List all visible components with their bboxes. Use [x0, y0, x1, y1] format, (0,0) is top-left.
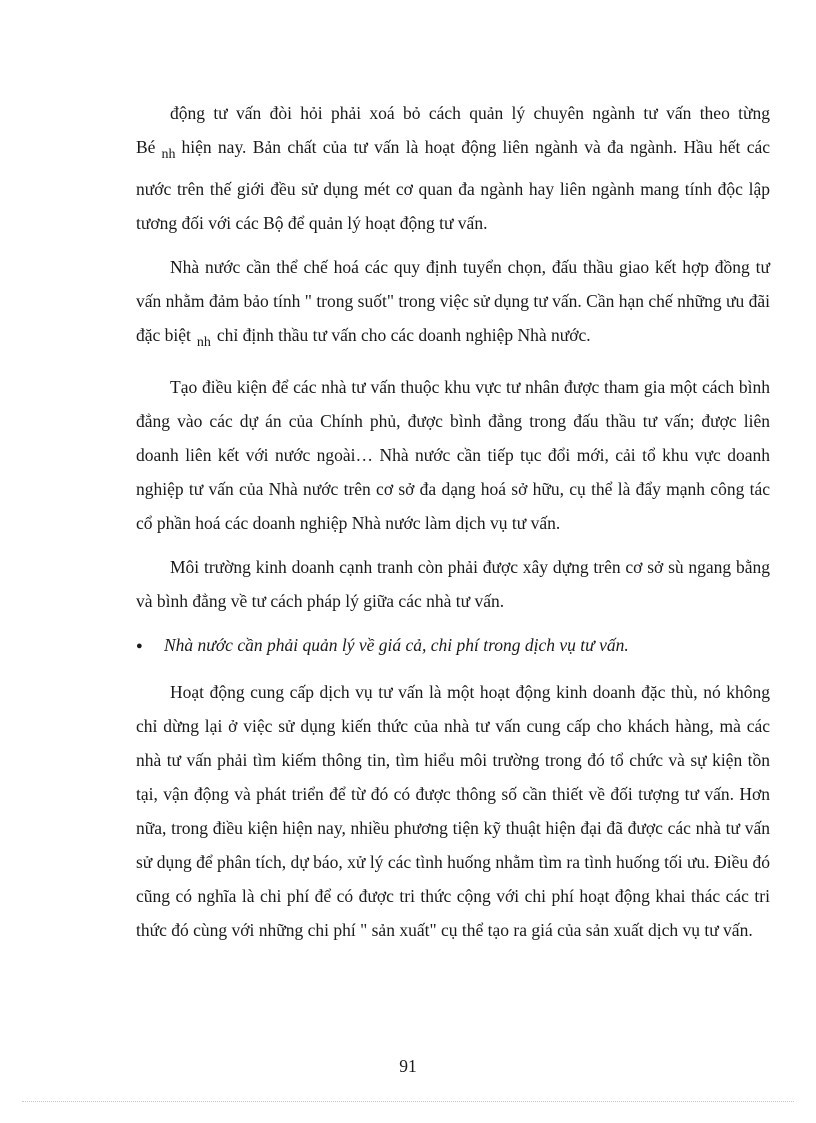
- paragraph-2-text-a: Nhà nước cần thể chế hoá các quy định tuyển chọn, đấu thầu giao kết hợp đồng tư vấn nhằm đảm bảo tính " trong suốt" trong việc sử dụng tư vấn. Cần hạn chế những ưu đãi đặc biệt: [136, 257, 770, 345]
- paragraph-1-text-a: động tư vấn đòi hỏi phải xoá bỏ cách quản lý chuyên ngành tư vấn theo từng Bé: [136, 103, 770, 157]
- paragraph-4: Môi trường kinh doanh cạnh tranh còn phải được xây dựng trên cơ sở sù ngang bằng và bình đẳng về tư cách pháp lý giữa các nhà tư vấn.: [136, 557, 770, 611]
- paragraph-2-text-b: chỉ định thầu tư vấn cho các doanh nghiệp Nhà nước.: [216, 325, 591, 345]
- bullet-text: Nhà nước cần phải quản lý về giá cả, chi phí trong dịch vụ tư vấn.: [164, 635, 629, 655]
- paragraph-1: [136, 96, 770, 240]
- page-number: 91: [399, 1056, 417, 1076]
- paragraph-5: Hoạt động cung cấp dịch vụ tư vấn là một hoạt động kinh doanh đặc thù, nó không chỉ dừng lại ở việc sử dụng kiến thức của nhà tư vấn cung cấp cho khách hàng, mà các nhà tư vấn phải tìm kiếm thông tin, tìm hiểu môi trường trong đó tổ chức và sự kiện tồn tại, vận động và phát triển để từ đó có được thông số cần thiết về đối tượng tư vấn. Hơn nữa, trong điều kiện hiện nay, nhiều phương tiện kỹ thuật hiện đại đã được các nhà tư vấn sử dụng để phân tích, dự báo, xử lý các tình huống nhằm tìm ra tình huống tối ưu. Điều đó cũng có nghĩa là chi phí để có được tri thức cộng với chi phí hoạt động khai thác các tri thức đó cùng với những chi phí " sản xuất" cụ thể tạo ra giá của sản xuất dịch vụ tư vấn.: [136, 682, 770, 940]
- footer-divider: [22, 1101, 794, 1102]
- paragraph-3: Tạo điều kiện để các nhà tư vấn thuộc khu vực tư nhân được tham gia một cách bình đẳng vào các dự án của Chính phủ, được bình đẳng trong đấu thầu tư vấn; được liên doanh liên kết với nước ngoài… Nhà nước cần tiếp tục đổi mới, cải tổ khu vực doanh nghiệp tư vấn của Nhà nước trên cơ sở đa dạng hoá sở hữu, cụ thể là đẩy mạnh công tác cổ phần hoá các doanh nghiệp Nhà nước làm dịch vụ tư vấn.: [136, 377, 770, 533]
- subscript-fragment: nh: [161, 147, 176, 162]
- bullet-item: [136, 628, 770, 665]
- document-page: [136, 96, 770, 957]
- paragraph-1-text-b: hiện nay. Bản chất của tư vấn là hoạt động liên ngành và đa ngành. Hầu hết các nước trên thế giới đều sử dụng mét cơ quan đa ngành hay liên ngành mang tính độc lập tương đối với các Bộ để quản lý hoạt động tư vấn.: [136, 137, 770, 233]
- paragraph-2: [136, 250, 770, 360]
- bullet-dot-icon: ●: [136, 640, 143, 652]
- subscript-fragment: nh: [196, 335, 211, 350]
